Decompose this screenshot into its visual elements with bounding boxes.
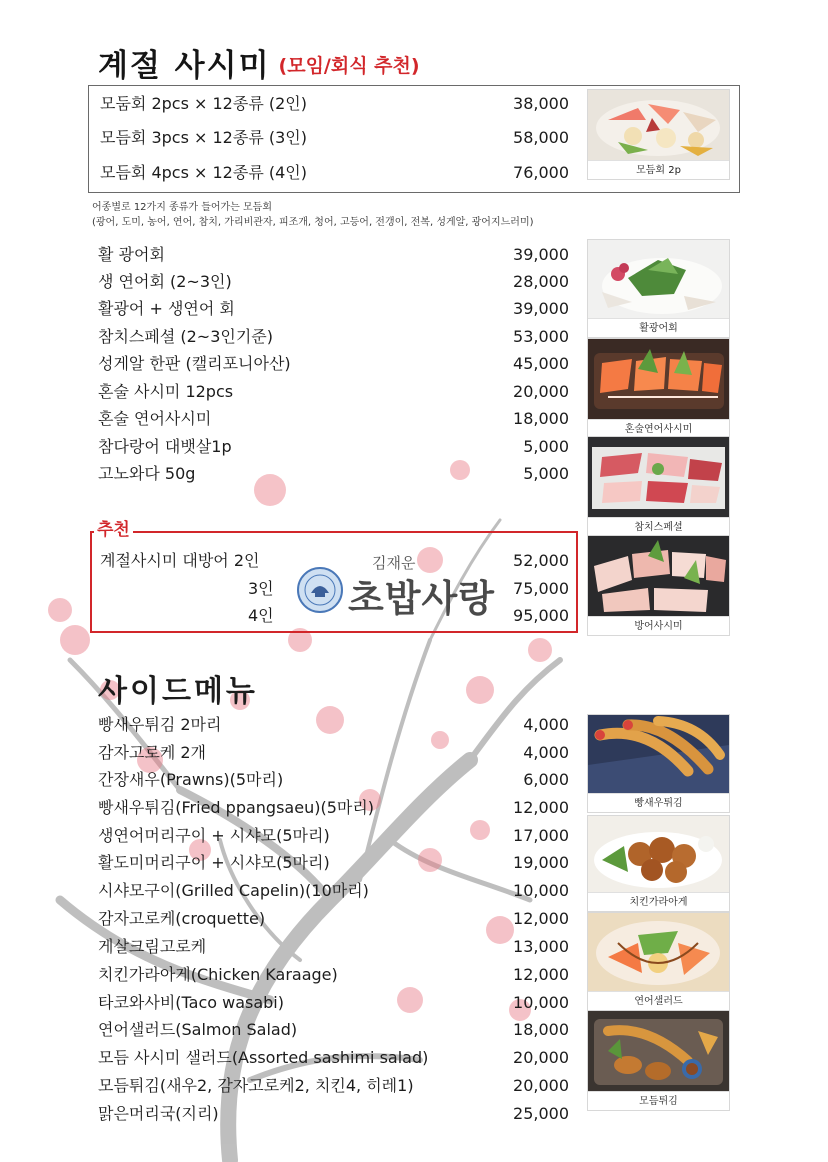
photo-caption: 참치스페셜: [588, 517, 729, 536]
side-item-price: 4,000: [523, 715, 569, 734]
assorted-item-price: 58,000: [513, 128, 569, 147]
photo-caption: 치킨가라아게: [588, 892, 729, 911]
sashimi-item-name: 혼술 연어사시미: [98, 409, 212, 428]
assorted-tempura-image: [588, 1011, 729, 1091]
logo-small-text: 김재운: [372, 554, 416, 572]
side-item-name: 모듬 사시미 샐러드(Assorted sashimi salad): [98, 1048, 429, 1067]
assorted-item-price: 76,000: [513, 163, 569, 182]
logo-main-text: 초밥사랑: [348, 577, 495, 620]
photo-tuna: [587, 436, 730, 537]
photo-flatfish: [587, 239, 730, 338]
side-item-price: 12,000: [513, 798, 569, 817]
sashimi-item-price: 18,000: [513, 409, 569, 428]
side-item-price: 20,000: [513, 1048, 569, 1067]
side-item-name: 간장새우(Prawns)(5마리): [98, 770, 284, 789]
side-item-price: 13,000: [513, 937, 569, 956]
recommend-size: 4인: [248, 606, 274, 625]
photo-caption: 활광어회: [588, 318, 729, 337]
side-item-name: 모듬튀김(새우2, 감자고로케2, 치킨4, 히레1): [98, 1076, 414, 1095]
side-item-price: 12,000: [513, 909, 569, 928]
yellowtail-image: [588, 536, 729, 616]
sashimi-item-price: 53,000: [513, 327, 569, 346]
side-item-name: 빵새우튀김(Fried ppangsaeu)(5마리): [98, 798, 375, 817]
sashimi-item-name: 참다랑어 대뱃살1p: [98, 437, 232, 456]
title-text: 계절 사시미: [98, 48, 271, 84]
salmon-image: [588, 339, 729, 419]
sashimi-item-name: 활 광어회: [98, 245, 165, 264]
recommend-price: 52,000: [513, 551, 569, 570]
side-item-price: 18,000: [513, 1020, 569, 1039]
side-item-name: 타코와사비(Taco wasabi): [98, 993, 284, 1012]
flatfish-image: [588, 240, 729, 318]
recommend-size: 2인: [233, 551, 260, 570]
assorted-item-name: 모듬회 3pcs × 12종류 (3인): [100, 128, 307, 147]
assorted-item-name: 모듬회 4pcs × 12종류 (4인): [100, 163, 307, 182]
side-item-name: 감자고로케(croquette): [98, 909, 266, 928]
salmon-salad-image: [588, 913, 729, 991]
sashimi-item-price: 39,000: [513, 245, 569, 264]
sashimi-item-price: 45,000: [513, 354, 569, 373]
side-item-name: 연어샐러드(Salmon Salad): [98, 1020, 298, 1039]
photo-caption: 모듬튀김: [588, 1091, 729, 1110]
side-menu-title: 사이드메뉴: [98, 674, 258, 709]
side-item-name: 시샤모구이(Grilled Capelin)(10마리): [98, 881, 369, 900]
side-item-name: 생연어머리구이 + 시샤모(5마리): [98, 826, 330, 845]
side-item-price: 6,000: [523, 770, 569, 789]
side-item-price: 10,000: [513, 993, 569, 1012]
sashimi-item-name: 혼술 사시미 12pcs: [98, 382, 234, 401]
side-item-price: 4,000: [523, 743, 569, 762]
side-item-price: 10,000: [513, 881, 569, 900]
sashimi-item-name: 생 연어회 (2~3인): [98, 272, 232, 291]
recommend-item-name: [100, 551, 259, 571]
side-item-name: 치킨가라아게(Chicken Karaage): [98, 965, 338, 984]
side-item-name: 활도미머리구이 + 시샤모(5마리): [98, 853, 330, 872]
assorted-item-price: 38,000: [513, 94, 569, 113]
page-title: [98, 40, 420, 85]
sashimi-item-name: 고노와다 50g: [98, 464, 196, 483]
side-item-price: 20,000: [513, 1076, 569, 1095]
recommend-size: 3인: [248, 579, 274, 598]
side-item-price: 19,000: [513, 853, 569, 872]
sashimi-item-price: 5,000: [523, 437, 569, 456]
title-subtitle: (모임/회식 추천): [278, 55, 420, 77]
photo-assorted-tempura: [587, 1010, 730, 1111]
photo-salmon-salad: [587, 912, 730, 1011]
photo-caption: 혼술연어사시미: [588, 419, 729, 438]
sashimi-item-price: 5,000: [523, 464, 569, 483]
photo-caption: 빵새우튀김: [588, 793, 729, 812]
recommend-tag: 추천: [94, 515, 133, 540]
assorted-item-name: 모둠회 2pcs × 12종류 (2인): [100, 94, 307, 113]
side-item-name: 맑은머리국(지리): [98, 1104, 219, 1123]
assorted-sashimi-image: [588, 90, 729, 160]
side-item-name: 게살크림고로케: [98, 937, 207, 956]
photo-yellowtail: [587, 535, 730, 636]
side-item-price: 17,000: [513, 826, 569, 845]
side-item-name: 빵새우튀김 2마리: [98, 715, 222, 734]
sashimi-item-name: 활광어 + 생연어 회: [98, 299, 235, 318]
photo-salmon: [587, 338, 730, 439]
recommend-price: 95,000: [513, 606, 569, 625]
sashimi-item-name: 성게알 한판 (캘리포니아산): [98, 354, 291, 373]
recommend-price: 75,000: [513, 579, 569, 598]
side-item-price: 25,000: [513, 1104, 569, 1123]
photo-fried-shrimp: [587, 714, 730, 813]
sashimi-item-name: 참치스페셜 (2~3인기준): [98, 327, 273, 346]
photo-chicken-karaage: [587, 815, 730, 912]
photo-assorted-sashimi: [587, 89, 730, 180]
side-item-name: 감자고로케 2개: [98, 743, 207, 762]
photo-caption: 방어사시미: [588, 616, 729, 635]
sashimi-item-price: 39,000: [513, 299, 569, 318]
side-item-price: 12,000: [513, 965, 569, 984]
fried-shrimp-image: [588, 715, 729, 793]
photo-caption: 연어샐러드: [588, 991, 729, 1010]
photo-caption: 모듬회 2p: [588, 160, 729, 179]
chicken-karaage-image: [588, 816, 729, 892]
recommend-name-text: 계절사시미 대방어: [100, 551, 229, 570]
tuna-image: [588, 437, 729, 517]
sashimi-item-price: 20,000: [513, 382, 569, 401]
assorted-note-line1: 어종별로 12가지 종류가 들어가는 모듬회: [92, 202, 272, 213]
assorted-note-line2: (광어, 도미, 농어, 연어, 참치, 가리비관자, 피조개, 청어, 고등어, 전갱이, 전복, 성게알, 광어지느러미): [92, 217, 534, 228]
sashimi-item-price: 28,000: [513, 272, 569, 291]
